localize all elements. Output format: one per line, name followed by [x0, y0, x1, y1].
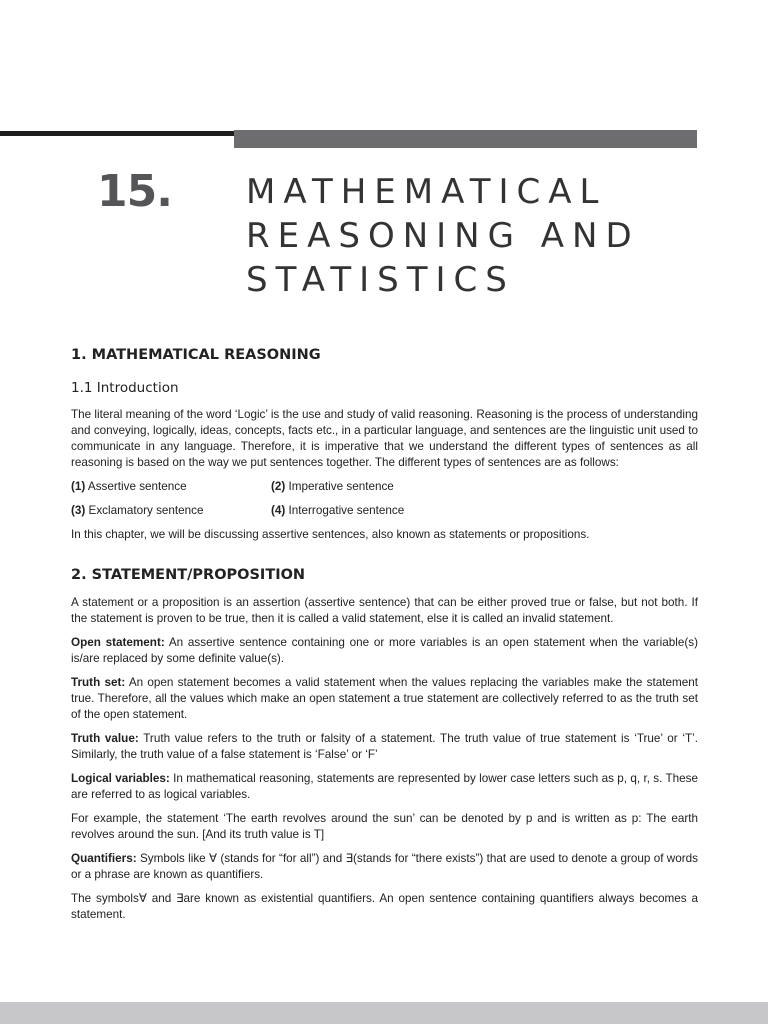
list-item: (4) Interrogative sentence [271, 504, 405, 517]
statement-definition: A statement or a proposition is an assertion (assertive sentence) that can be either proved true or false, but not both. If the statement is proven to be true, then it is called a valid statement, else it is called an invalid statement. [71, 596, 698, 625]
truth-set-paragraph: Truth set: An open statement becomes a valid statement when the values replacing the variables make the statement true. Therefore, all the values which make an open statement a true statement are collectively referred to as the truth set of the open statement. [71, 676, 698, 721]
symbols-paragraph: The symbols∀ and ∃are known as existential quantifiers. An open sentence containing quantifiers always becomes a statement. [71, 892, 698, 921]
closing-paragraph: In this chapter, we will be discussing assertive sentences, also known as statements or propositions. [71, 528, 590, 541]
logical-variables-term: Logical variables: [71, 772, 170, 785]
page-content [71, 345, 698, 931]
section-2-heading: 2. STATEMENT/PROPOSITION [71, 567, 306, 583]
open-statement-paragraph: Open statement: An assertive sentence containing one or more variables is an open statement when the variable(s) is/are replaced by some definite value(s). [71, 636, 698, 665]
header-rule-grey [234, 130, 697, 148]
chapter-title-line-1: MATHEMATICAL [246, 172, 607, 212]
chapter-title-line-3: STATISTICS [246, 260, 515, 300]
list-item: (3) Exclamatory sentence [71, 504, 204, 517]
logical-variables-paragraph: Logical variables: In mathematical reasoning, statements are represented by lower case letters such as p, q, r, s. These are referred to as logical variables. [71, 772, 698, 801]
open-statement-term: Open statement: [71, 636, 165, 649]
list-item: (2) Imperative sentence [271, 480, 394, 493]
example-paragraph: For example, the statement ‘The earth revolves around the sun’ can be denoted by p and is written as p: The earth revolves around the sun. [And its truth value is T] [71, 812, 698, 841]
quantifiers-term: Quantifiers: [71, 852, 137, 865]
sentence-types-row-2 [71, 503, 698, 519]
truth-value-paragraph: Truth value: Truth value refers to the truth or falsity of a statement. The truth value of true statement is ‘True’ or ‘T’. Similarly, the truth value of a false statement is ‘False’ or ‘F’ [71, 732, 698, 761]
chapter-number: 15. [97, 166, 172, 217]
chapter-title [246, 170, 716, 302]
quantifiers-paragraph: Quantifiers: Symbols like ∀ (stands for “for all”) and ∃(stands for “there exists”) that are used to denote a group of words or a phrase are known as quantifiers. [71, 852, 698, 881]
truth-value-term: Truth value: [71, 732, 139, 745]
truth-set-term: Truth set: [71, 676, 126, 689]
section-1-heading: 1. MATHEMATICAL REASONING [71, 347, 321, 363]
sentence-types-row-1 [71, 479, 698, 495]
intro-paragraph: The literal meaning of the word ‘Logic’ is the use and study of valid reasoning. Reasoning is the process of understanding and conveying, logically, ideas, concepts, facts etc., in a particular language, and sentences are the linguistic unit used to communicate in any language. Therefore, it is imperative that we understand the different types of sentences as all reasoning is based on the way we put sentences together. The different types of sentences are as follows: [71, 408, 698, 469]
list-item: (1) Assertive sentence [71, 480, 187, 493]
section-1-1-heading: 1.1 Introduction [71, 380, 179, 396]
header-rule-dark [0, 131, 236, 136]
footer-band [0, 1002, 768, 1024]
chapter-title-line-2: REASONING AND [246, 216, 640, 256]
